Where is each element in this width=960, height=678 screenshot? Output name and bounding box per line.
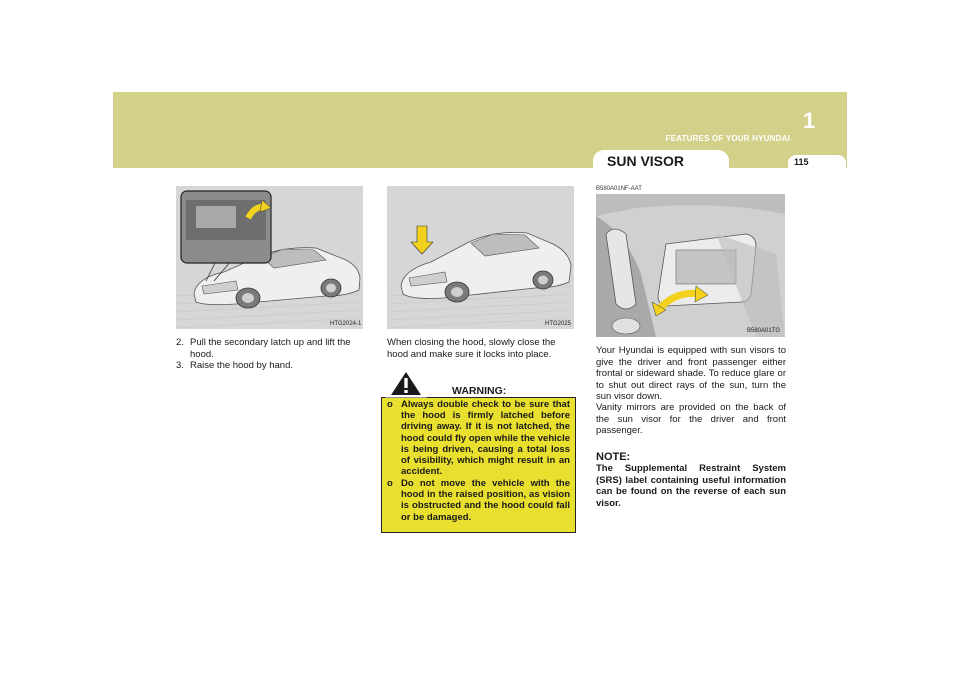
list-text: Pull the secondary latch up and lift the hood.: [190, 337, 351, 360]
warning-title: WARNING:: [452, 385, 507, 397]
list-text: Raise the hood by hand.: [190, 360, 293, 371]
reference-code: B580A01NF-AAT: [596, 186, 642, 192]
sun-visor-paragraph: Your Hyundai is equipped with sun visors to give the driver and front passenger either frontal or sideward shade. To reduce glare or to shut out direct rays of the sun, turn the sun visor down.: [596, 345, 786, 402]
hood-latch-figure: [176, 186, 363, 329]
figure-code: HTG2024-1: [330, 321, 362, 327]
header-band: [113, 92, 847, 168]
warning-item: [387, 478, 570, 523]
left-column-text: [176, 337, 364, 372]
hood-closing-paragraph: When closing the hood, slowly close the hood and make sure it locks into place.: [387, 337, 556, 360]
list-item: [176, 337, 364, 360]
hood-closing-figure: [387, 186, 574, 329]
list-number: 3.: [176, 360, 184, 371]
tab-title: SUN VISOR: [607, 153, 685, 169]
section-tab: [593, 150, 729, 172]
sun-visor-illustration: [596, 194, 785, 337]
sun-visor-figure: [596, 194, 785, 337]
car-hood-illustration: [387, 186, 574, 329]
list-number: 2.: [176, 337, 184, 348]
note-text: The Supplemental Restraint System (SRS) label containing useful information can be found on the reverse of each sun visor.: [596, 463, 786, 509]
warning-bullet: o: [387, 478, 393, 489]
chapter-number: 1: [803, 108, 816, 133]
figure-code: B580A01TG: [747, 328, 781, 334]
car-latch-illustration: [176, 186, 363, 329]
figure-code: HTG2025: [545, 321, 572, 327]
page-number: 115: [794, 157, 809, 167]
warning-triangle-icon: [384, 365, 428, 398]
page-number-tab: [788, 155, 846, 171]
section-title: FEATURES OF YOUR HYUNDAI: [665, 134, 790, 143]
warning-item: [387, 399, 570, 477]
list-item: [176, 360, 364, 372]
header-divider: [113, 168, 847, 170]
warning-bullet: o: [387, 399, 393, 410]
vanity-mirror-paragraph: Vanity mirrors are provided on the back of the sun visor for the driver and front passenger.: [596, 402, 786, 436]
warning-text: Always double check to be sure that the hood is firmly latched before driving away. If it is not latched, the hood could fly open while the vehicle is being driven, causing a total loss of visibility, which might result in an accident.: [401, 399, 570, 478]
warning-text: Do not move the vehicle with the hood in the raised position, as vision is obstructed and the hood could fall or be damaged.: [401, 478, 570, 523]
note-title: NOTE:: [596, 451, 631, 463]
